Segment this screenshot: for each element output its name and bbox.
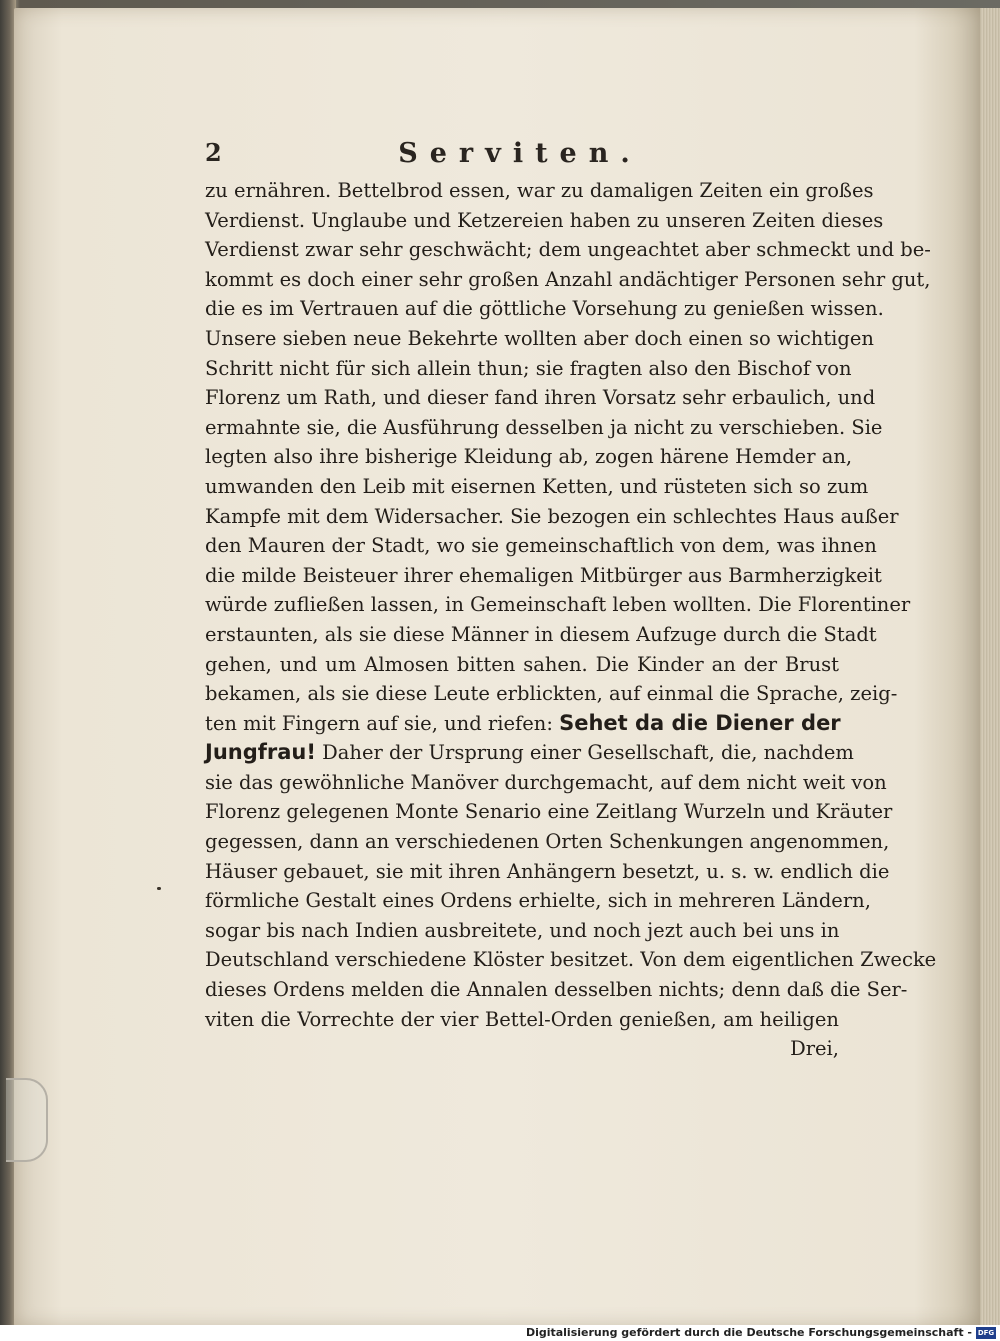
text-line: Verdienst zwar sehr geschwächt; dem ungeachtet aber schmeckt und be- bbox=[205, 238, 931, 262]
text-line: Florenz um Rath, und dieser fand ihren Vorsatz sehr erbaulich, und bbox=[205, 386, 876, 410]
body-text bbox=[205, 176, 937, 1064]
text-line: Unsere sieben neue Bekehrte wollten aber doch einen so wichtigen bbox=[205, 326, 874, 350]
text-line: ermahnte sie, die Ausführung desselben ja nicht zu verschieben. Sie bbox=[205, 415, 883, 439]
running-head bbox=[205, 138, 835, 178]
digitization-credit bbox=[0, 1325, 1000, 1341]
page-edges bbox=[980, 8, 1000, 1326]
text-line: Häuser gebauet, sie mit ihren Anhängern besetzt, u. s. w. endlich die bbox=[205, 859, 890, 883]
credit-text: Digitalisierung gefördert durch die Deutsche Forschungsgemeinschaft - bbox=[525, 1326, 972, 1339]
text-line: zu ernähren. Bettelbrod essen, war zu damaligen Zeiten ein großes bbox=[205, 179, 874, 202]
dfg-logo-icon: DFG bbox=[977, 1329, 995, 1337]
emphasized-text: Jungfrau! bbox=[205, 740, 316, 765]
text-line-with-emphasis bbox=[205, 709, 839, 739]
text-segment: ten mit Fingern auf sie, und riefen: bbox=[205, 711, 553, 735]
text-segment: Daher der Ursprung einer Gesellschaft, die, nachdem bbox=[322, 741, 854, 765]
text-line: würde zufließen lassen, in Gemeinschaft leben wollten. Die Florentiner bbox=[205, 593, 911, 617]
text-line: gegessen, dann an verschiedenen Orten Schenkungen angenommen, bbox=[205, 830, 890, 854]
text-line: gehen, und um Almosen bitten sahen. Die Kinder an der Brust bbox=[205, 652, 839, 676]
catchword: Drei, bbox=[790, 1037, 839, 1061]
text-line: legten also ihre bisherige Kleidung ab, zogen härene Hemder an, bbox=[205, 445, 853, 469]
text-line: Florenz gelegenen Monte Senario eine Zeitlang Wurzeln und Kräuter bbox=[205, 800, 893, 824]
text-line: die es im Vertrauen auf die göttliche Vorsehung zu genießen wissen. bbox=[205, 297, 884, 321]
text-line: Kampfe mit dem Widersacher. Sie bezogen ein schlechtes Haus außer bbox=[205, 504, 899, 528]
ink-spot bbox=[157, 887, 161, 890]
text-line: Deutschland verschiedene Klöster besitzet. Von dem eigentlichen Zwecke bbox=[205, 948, 937, 972]
page-number: 2 bbox=[205, 138, 222, 167]
text-line: die milde Beisteuer ihrer ehemaligen Mitbürger aus Barmherzigkeit bbox=[205, 563, 882, 587]
page-clip bbox=[6, 1078, 48, 1162]
text-line: Schritt nicht für sich allein thun; sie fragten also den Bischof von bbox=[205, 356, 852, 380]
text-line: den Mauren der Stadt, wo sie gemeinschaftlich von dem, was ihnen bbox=[205, 534, 877, 558]
text-line: Verdienst. Unglaube und Ketzereien haben zu unseren Zeiten dieses bbox=[205, 208, 884, 232]
text-line: dieses Ordens melden die Annalen desselben nichts; denn daß die Ser- bbox=[205, 978, 908, 1002]
emphasized-text: Sehet da die Diener der bbox=[559, 710, 841, 735]
text-line: förmliche Gestalt eines Ordens erhielte, sich in mehreren Ländern, bbox=[205, 889, 871, 913]
text-line: erstaunten, als sie diese Männer in diesem Aufzuge durch die Stadt bbox=[205, 622, 877, 646]
text-line: kommt es doch einer sehr großen Anzahl andächtiger Personen sehr gut, bbox=[205, 267, 931, 291]
text-line: umwanden den Leib mit eisernen Ketten, und rüsteten sich so zum bbox=[205, 474, 869, 498]
text-line: viten die Vorrechte der vier Bettel-Orden genießen, am heiligen bbox=[205, 1007, 839, 1031]
text-line: sie das gewöhnliche Manöver durchgemacht, auf dem nicht weit von bbox=[205, 770, 887, 794]
text-line: sogar bis nach Indien ausbreitete, und noch jezt auch bei uns in bbox=[205, 918, 840, 942]
running-title: Serviten. bbox=[398, 138, 642, 169]
text-line-with-emphasis bbox=[205, 738, 854, 768]
text-line: bekamen, als sie diese Leute erblickten, auf einmal die Sprache, zeig- bbox=[205, 682, 898, 706]
